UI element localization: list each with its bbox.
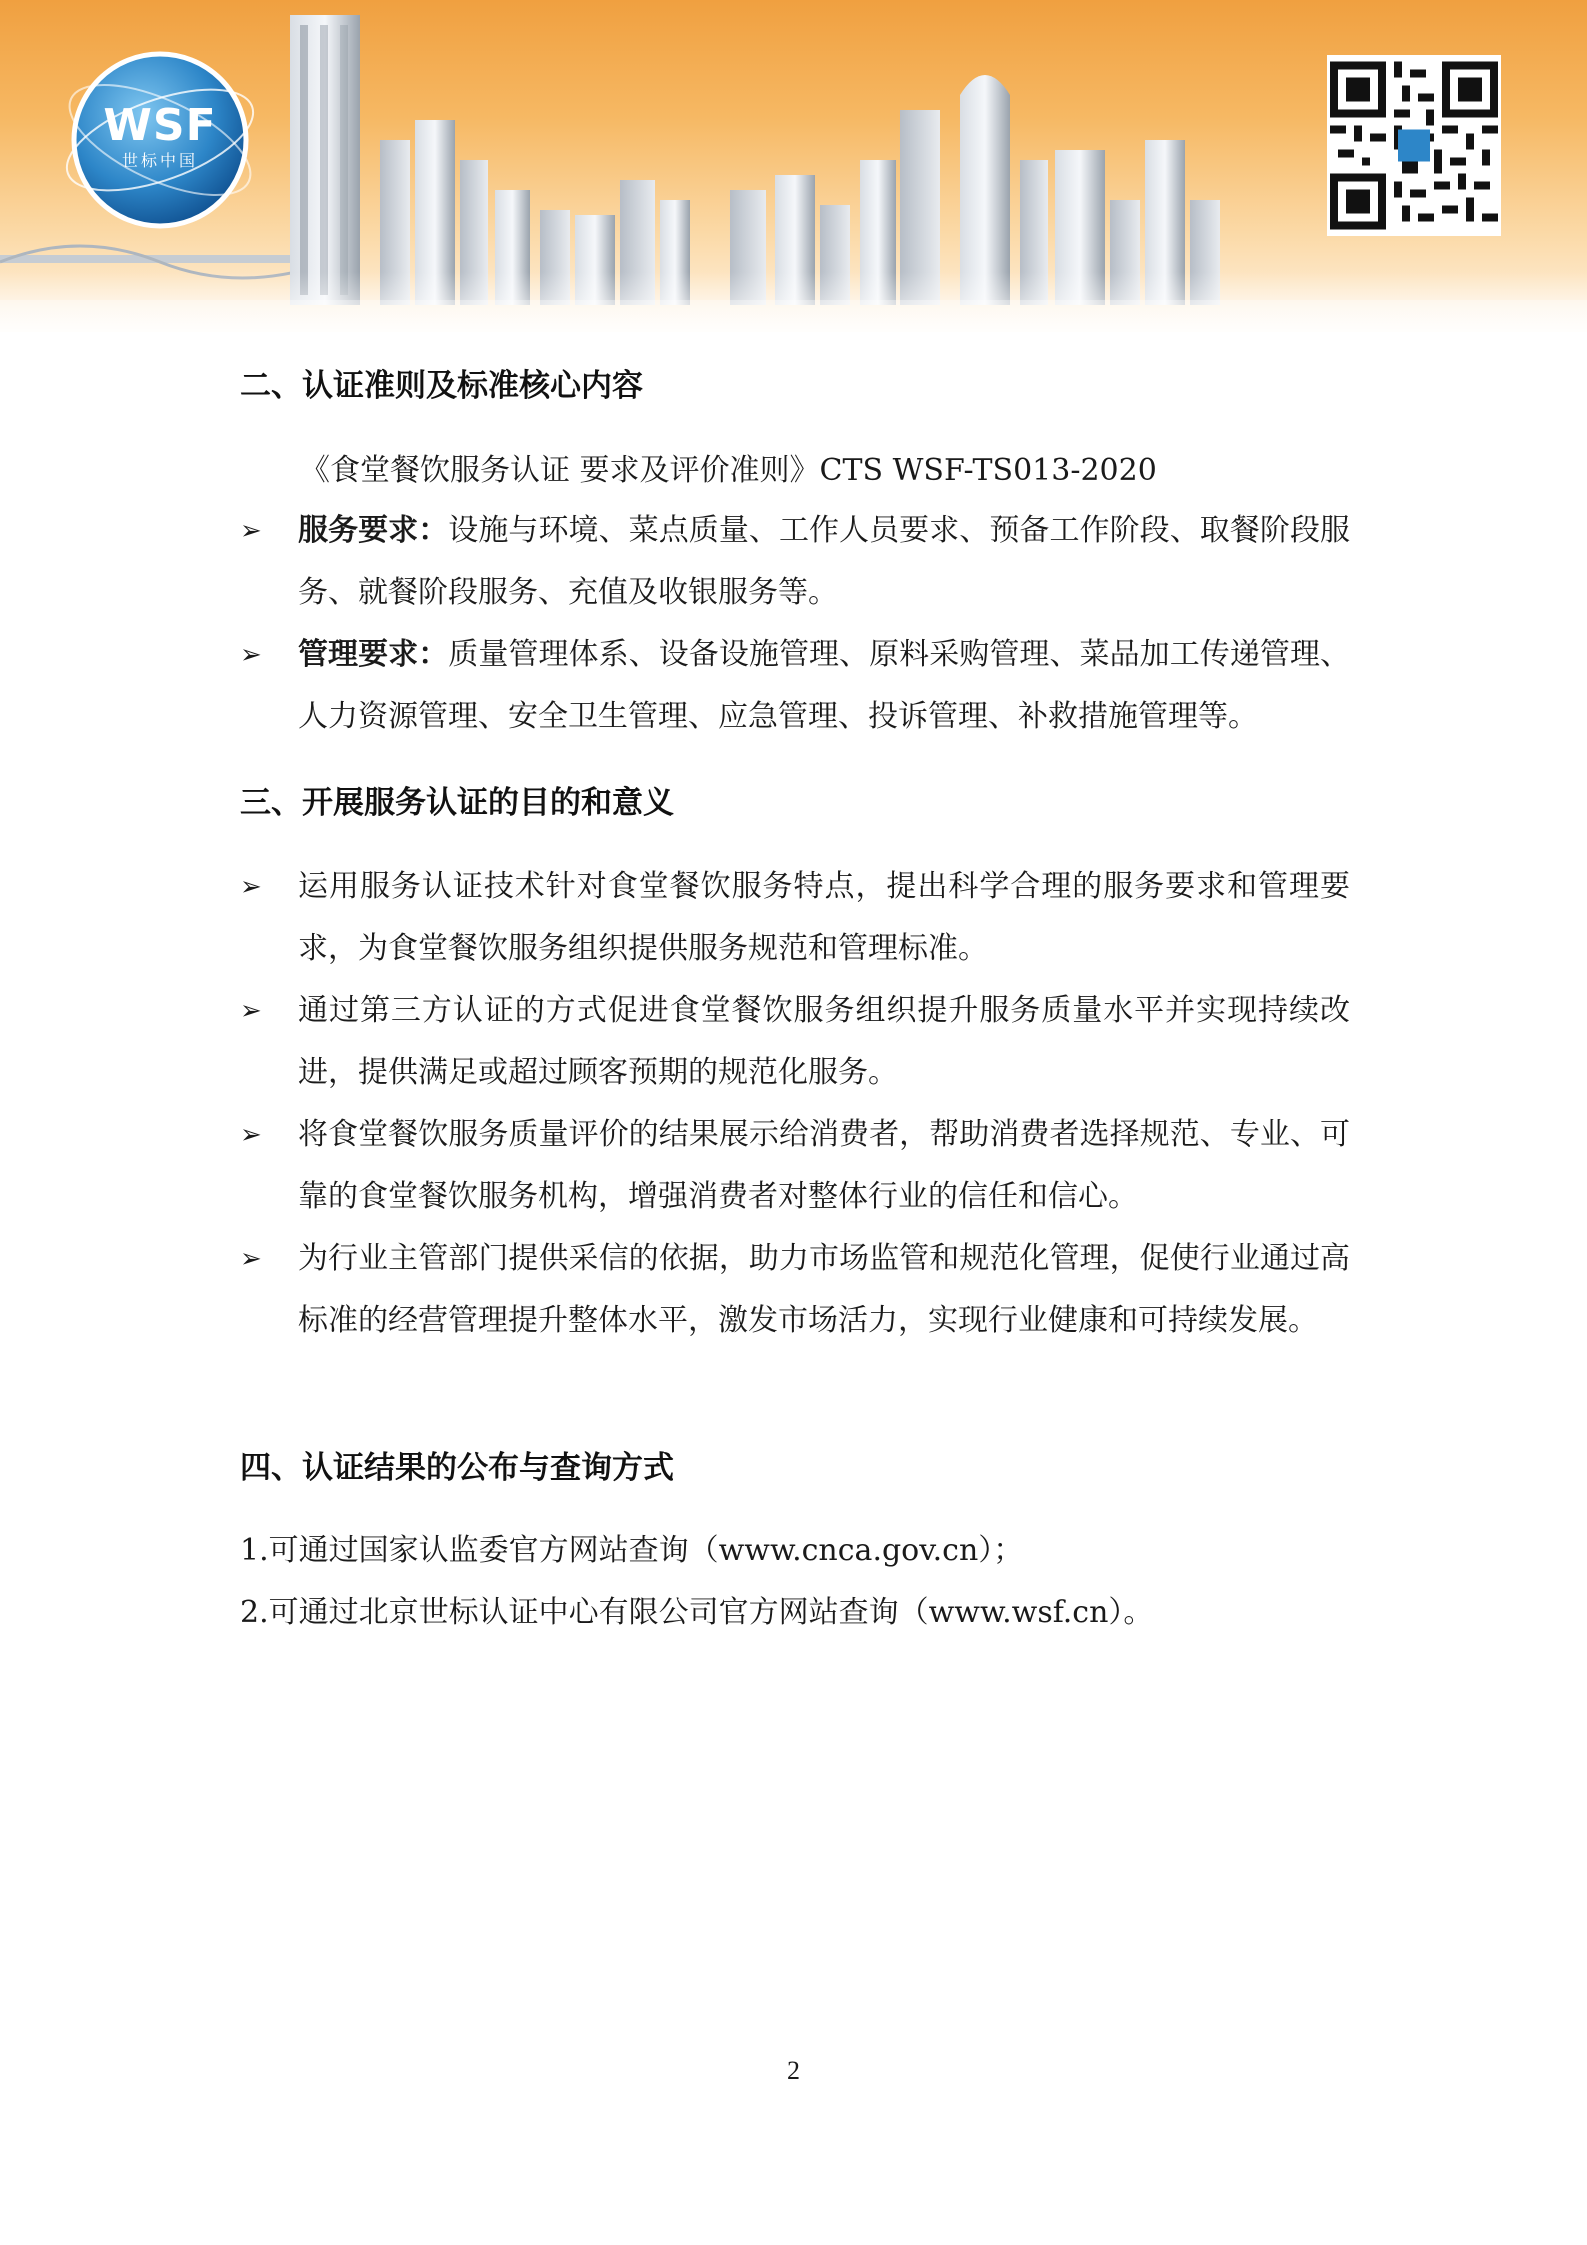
query-method-item: 1.可通过国家认监委官方网站查询（www.cnca.gov.cn）； <box>240 1533 1024 1568</box>
logo-wordmark: WSF 世标中国 <box>103 100 217 170</box>
arrow-bullet-icon: ➢ <box>240 640 262 670</box>
list-item <box>240 1104 1350 1228</box>
item-text: 通过第三方认证的方式促进食堂餐饮服务组织提升服务质量水平并实现持续改进，提供满足或超过顾客预期的规范化服务。 <box>298 993 1350 1090</box>
arrow-bullet-icon: ➢ <box>240 996 262 1026</box>
item-label: 服务要求： <box>298 513 449 548</box>
arrow-bullet-icon: ➢ <box>240 1120 262 1150</box>
arrow-bullet-icon: ➢ <box>240 516 262 546</box>
standard-title: 《食堂餐饮服务认证 要求及评价准则》CTS WSF-TS013-2020 <box>300 453 1157 488</box>
list-item <box>240 980 1350 1104</box>
arrow-bullet-icon: ➢ <box>240 872 262 902</box>
page-number: 2 <box>787 2056 800 2085</box>
section-heading-4: 四、认证结果的公布与查询方式 <box>240 1450 674 1486</box>
list-item <box>240 856 1350 980</box>
section-heading-2: 二、认证准则及标准核心内容 <box>240 368 643 404</box>
arrow-bullet-icon: ➢ <box>240 1244 262 1274</box>
item-text: 运用服务认证技术针对食堂餐饮服务特点，提出科学合理的服务要求和管理要求，为食堂餐饮服务组织提供服务规范和管理标准。 <box>298 869 1350 966</box>
query-method-item: 2.可通过北京世标认证中心有限公司官方网站查询（www.wsf.cn）。 <box>240 1595 1154 1630</box>
item-text: 将食堂餐饮服务质量评价的结果展示给消费者，帮助消费者选择规范、专业、可靠的食堂餐饮服务机构，增强消费者对整体行业的信任和信心。 <box>298 1117 1350 1214</box>
item-label: 管理要求： <box>298 637 449 672</box>
section-heading-3: 三、开展服务认证的目的和意义 <box>240 785 674 821</box>
item-text: 质量管理体系、设备设施管理、原料采购管理、菜品加工传递管理、人力资源管理、安全卫生管理、应急管理、投诉管理、补救措施管理等。 <box>298 637 1351 734</box>
list-item <box>240 500 1350 624</box>
list-item <box>240 1228 1350 1352</box>
item-text: 设施与环境、菜点质量、工作人员要求、预备工作阶段、取餐阶段服务、就餐阶段服务、充值及收银服务等。 <box>298 513 1351 610</box>
item-text: 为行业主管部门提供采信的依据，助力市场监管和规范化管理，促使行业通过高标准的经营管理提升整体水平，激发市场活力，实现行业健康和可持续发展。 <box>298 1241 1350 1338</box>
list-item <box>240 624 1350 748</box>
